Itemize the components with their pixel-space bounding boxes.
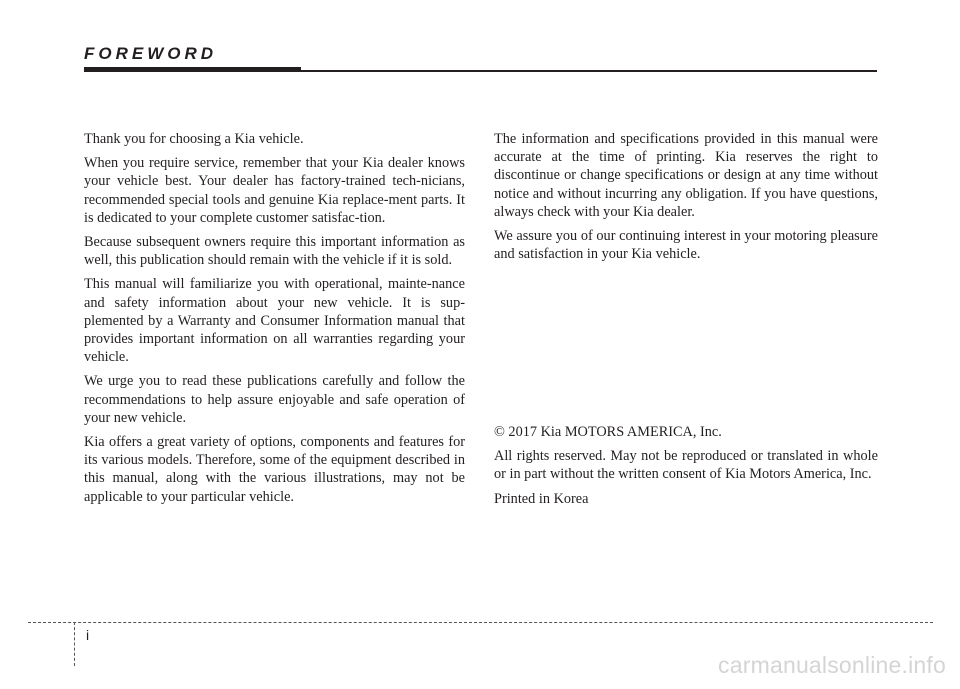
header-rule-accent [84,67,301,72]
left-column [84,130,465,512]
paragraph-owners: Because subsequent owners require this important information as well, this publication should remain with the vehicle if it is sold. [84,234,465,269]
copyright-line: © 2017 Kia MOTORS AMERICA, Inc. [494,424,722,440]
paragraph-service: When you require service, remember that your Kia dealer knows your vehicle best. Your dealer has factory-trained tech-nicians, recommended special tools and genuine Kia replace-ment parts. It is dedicated to your complete customer satisfac-tion. [84,155,465,226]
section-title: FOREWORD [84,44,218,63]
copyright-block [494,423,878,514]
paragraph-assurance: We assure you of our continuing interest in your motoring pleasure and satisfaction in your Kia vehicle. [494,228,878,263]
right-column [494,130,878,269]
paragraph-urge: We urge you to read these publications carefully and follow the recommendations to help assure enjoyable and safe operation of your new vehicle. [84,373,465,426]
printed-in: Printed in Korea [494,490,589,507]
paragraph-thanks: Thank you for choosing a Kia vehicle. [84,131,304,147]
paragraph-options: Kia offers a great variety of options, components and features for its various models. Therefore, some of the equipment described in this manual, along with the various illustrations, may not be applicable to your particular vehicle. [84,434,465,505]
rights-notice: All rights reserved. May not be reproduced or translated in whole or in part without the written consent of Kia Motors America, Inc. [494,448,878,483]
watermark: carmanualsonline.info [718,652,946,678]
paragraph-specifications: The information and specifications provided in this manual were accurate at the time of printing. Kia reserves the right to discontinue or change specifications or design at any time without notice and without incurring any obligation. If you have questions, always check with your Kia dealer. [494,131,878,220]
footer-vertical-divider [74,622,75,666]
footer-divider [28,622,933,623]
paragraph-manual: This manual will familiarize you with operational, mainte-nance and safety information about your new vehicle. It is sup-plemented by a Warranty and Consumer Information manual that provides important information on all warranties regarding your vehicle. [84,276,465,366]
page-number: i [86,627,90,643]
